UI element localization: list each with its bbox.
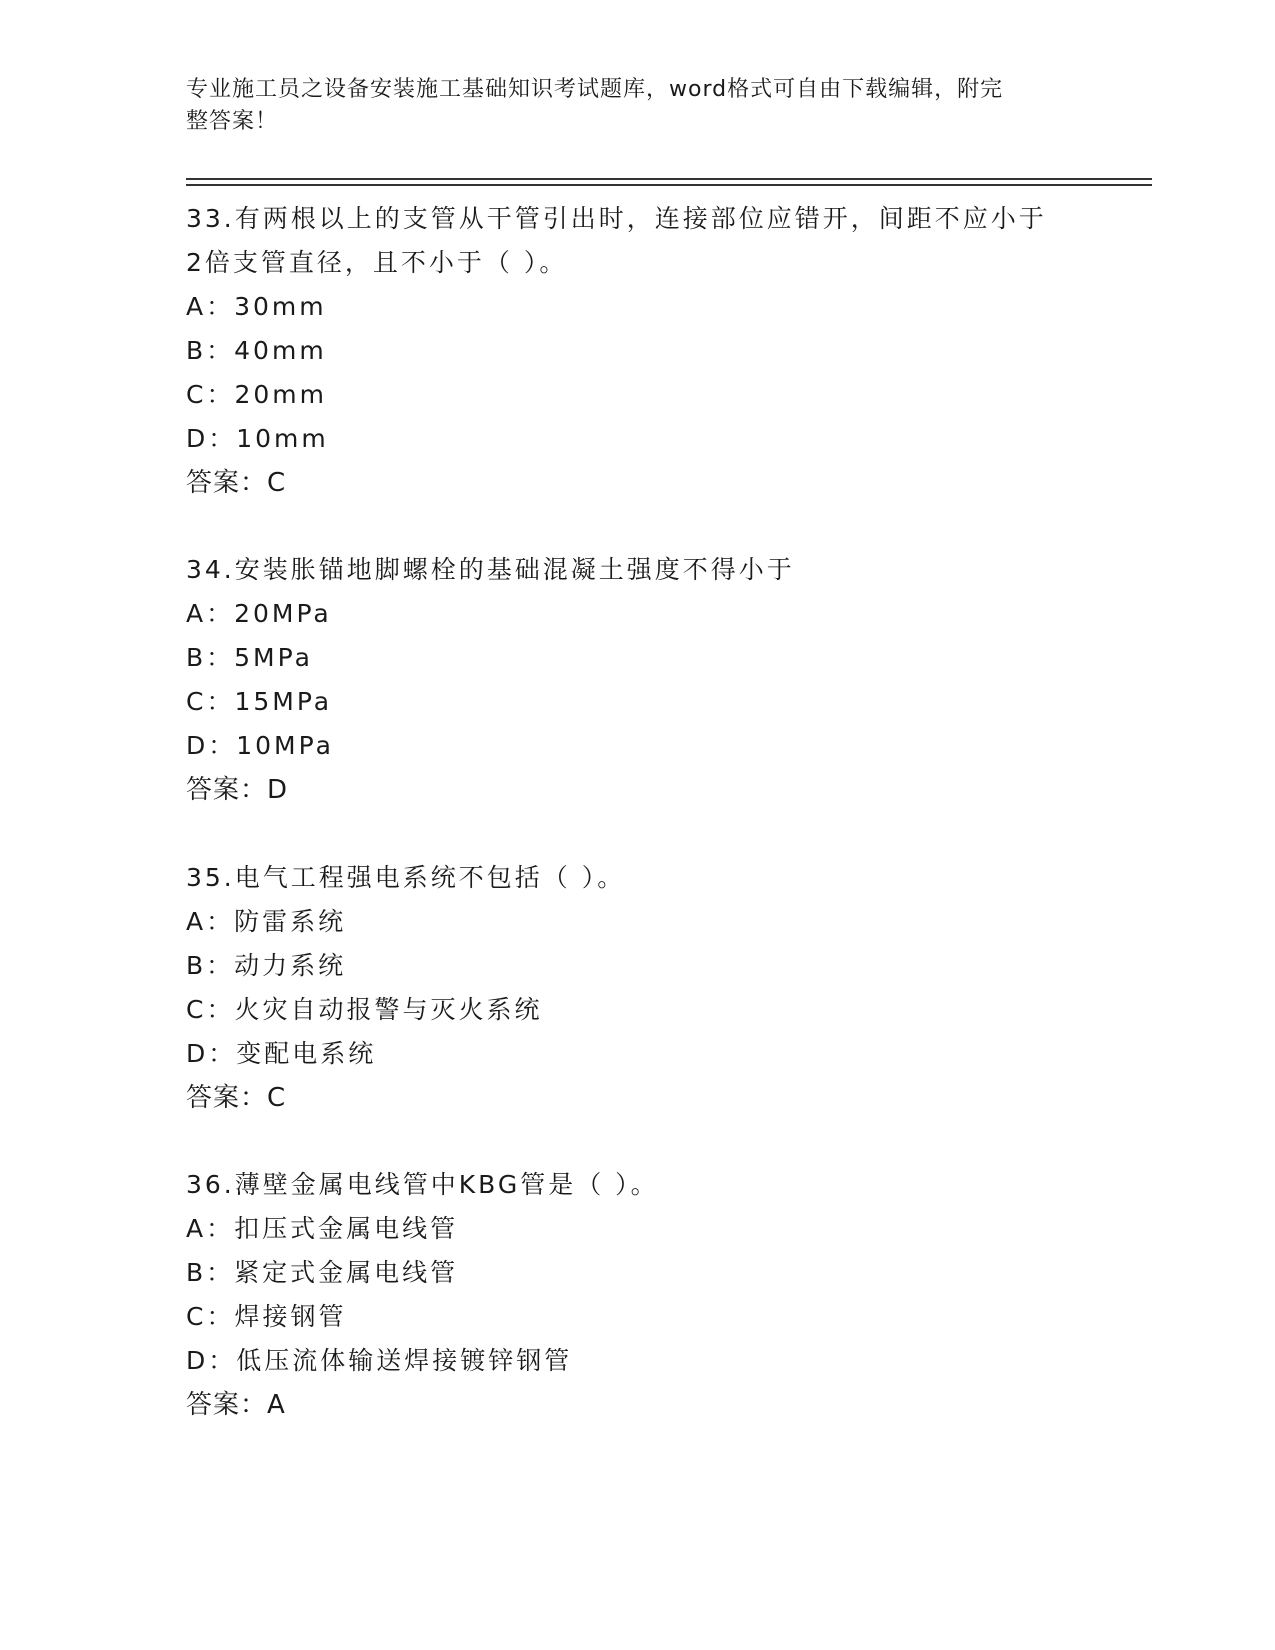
answer: 答案：A <box>186 1390 286 1420</box>
option-c: C：20mm <box>186 380 327 409</box>
option-c: C：15MPa <box>186 687 333 716</box>
option-b: B：40mm <box>186 336 327 365</box>
option-d: D：低压流体输送焊接镀锌钢管 <box>186 1346 573 1375</box>
option-d: D：变配电系统 <box>186 1039 377 1068</box>
answer: 答案：C <box>186 468 287 498</box>
question-stem-line: 35.电气工程强电系统不包括（ ）。 <box>186 863 626 892</box>
header-text-line-1: 专业施工员之设备安装施工基础知识考试题库，word格式可自由下载编辑，附完 <box>186 77 1004 102</box>
answer: 答案：D <box>186 775 289 805</box>
option-b: B：5MPa <box>186 643 313 672</box>
option-b: B：动力系统 <box>186 951 347 980</box>
option-b: B：紧定式金属电线管 <box>186 1258 459 1287</box>
option-a: A：扣压式金属电线管 <box>186 1214 459 1243</box>
option-a: A：防雷系统 <box>186 907 347 936</box>
option-d: D：10MPa <box>186 731 334 760</box>
option-c: C：火灾自动报警与灭火系统 <box>186 995 543 1024</box>
option-d: D：10mm <box>186 424 329 453</box>
question-stem-line: 33.有两根以上的支管从干管引出时，连接部位应错开，间距不应小于 <box>186 204 1047 233</box>
question-stem-line: 36.薄壁金属电线管中KBG管是（ ）。 <box>186 1170 659 1199</box>
option-c: C：焊接钢管 <box>186 1302 347 1331</box>
option-a: A：30mm <box>186 292 327 321</box>
question-stem-line: 2倍支管直径，且不小于（ ）。 <box>186 248 568 277</box>
header-divider-bottom <box>186 184 1152 186</box>
option-a: A：20MPa <box>186 599 332 628</box>
header-divider-top <box>186 178 1152 180</box>
header-text-line-2: 整答案！ <box>186 109 279 134</box>
answer: 答案：C <box>186 1083 287 1113</box>
question-stem-line: 34.安装胀锚地脚螺栓的基础混凝土强度不得小于 <box>186 555 795 584</box>
